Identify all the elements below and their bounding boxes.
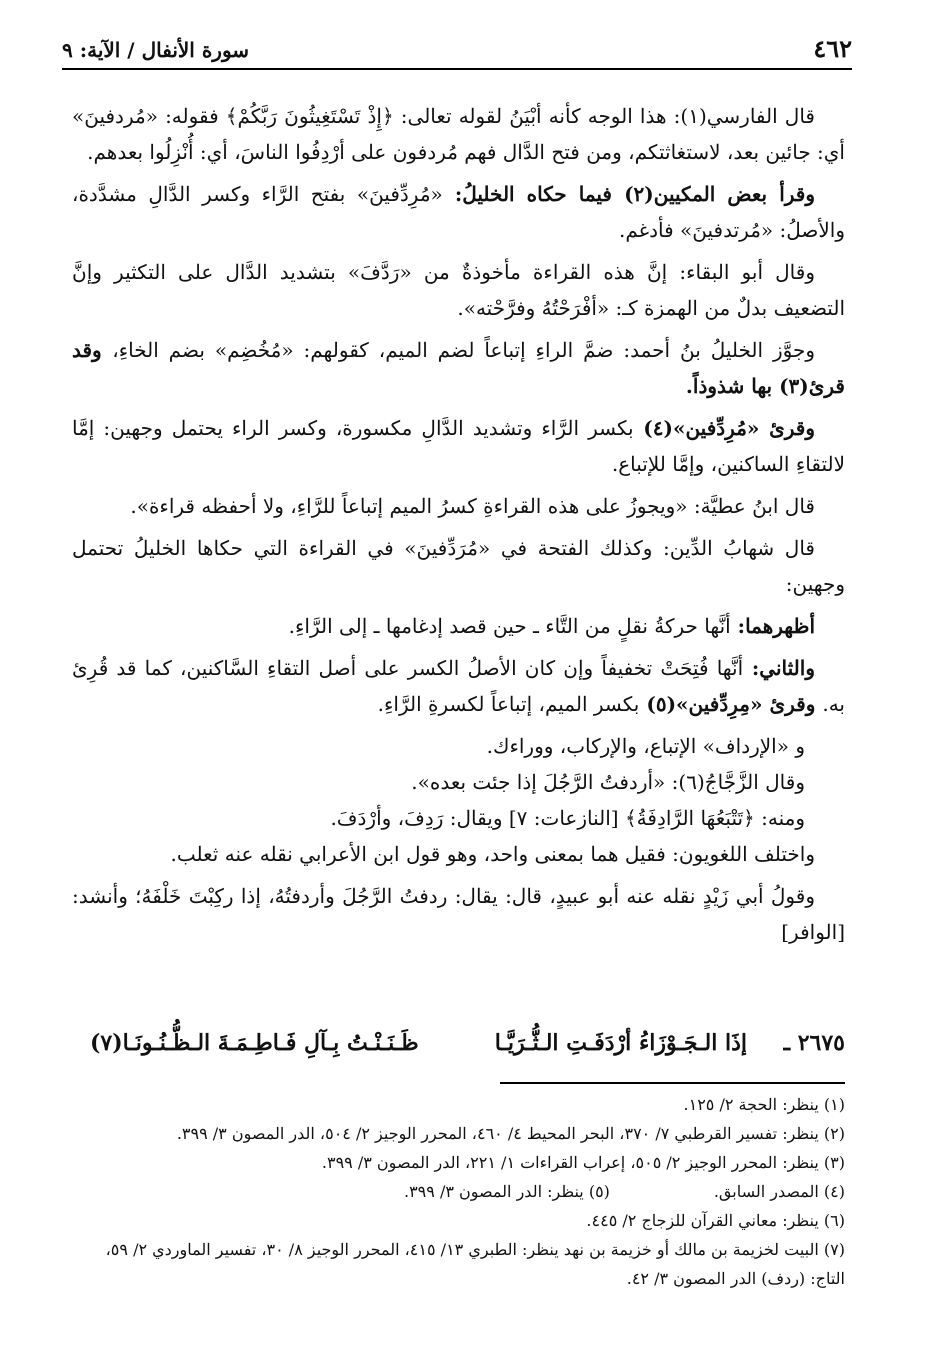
footnote-pair: [72, 1177, 845, 1206]
paragraph-text: أنَّها فُتِحَتْ تخفيفاً وإن كان الأصلُ الكسر على أصل التقاءِ السَّاكنين، كما قد قُرِئ به.: [72, 656, 845, 716]
footnote: (١) ينظر: الحجة ٢/ ١٢٥.: [683, 1095, 845, 1114]
hemistich-second: ظَـنَـنْـتُ بِـآلِ فَـاطِـمَـةَ الـظُّـنُـونَـا(٧): [90, 1030, 419, 1056]
running-title: سورة الأنفال / الآية: ٩: [62, 38, 250, 62]
page-header: [62, 34, 852, 70]
paragraph: وقولُ أبي زَيْدٍ نقله عنه أبو عبيدٍ، قال: يقال: ردفتُ الرَّجُلَ وأردفتُهُ، إذا ركِبْتَ خَلْفَهُ؛ وأنشد: [الوافر]: [72, 884, 845, 944]
short-line: و «الإرداف» الإتباع، والإركاب، ووراءك.: [486, 734, 805, 758]
paragraph: [72, 530, 845, 602]
paragraph: [72, 410, 845, 482]
footnote: (٧) البيت لخزيمة بن مالك أو خزيمة بن نهد ينظر: الطبري ١٣/ ٤١٥، المحرر الوجيز ٨/ ٣٠، تفسير الماوردي ٢/ ٥٩، التاج: (ردف) الدر المصون ٣/ ٤٢.: [105, 1240, 845, 1288]
footnote: (٦) ينظر: معاني القرآن للزجاج ٢/ ٤٤٥.: [586, 1211, 845, 1230]
paragraph-text: وقال أبو البقاء: إنَّ هذه القراءة مأخوذةٌ من «رَدَّفَ» بتشديد الدَّال على التكثير وإنَّ التضعيف بدلٌ من الهمزة كـ: «أفْرَحْتُهُ وفرَّحْته».: [72, 260, 845, 320]
footnote: (٣) ينظر: المحرر الوجيز ٢/ ٥٠٥، إعراب القراءات ١/ ٢٢١، الدر المصون ٣/ ٣٩٩.: [321, 1153, 845, 1172]
bold-lead: وقرأ بعض المكيين(٢) فيما حكاه الخليلُ:: [442, 182, 815, 206]
footnote: (٥) ينظر: الدر المصون ٣/ ٣٩٩.: [403, 1182, 610, 1201]
footnote: (٤) المصدر السابق.: [713, 1182, 845, 1201]
paragraph: [72, 608, 845, 644]
paragraph-text: «مُرِدِّفينَ» بفتح الرَّاء وكسر الدَّالِ مشدَّدة، والأصلُ: «مُرتدفينَ» فأدغم.: [72, 182, 845, 242]
paragraph-text: أنَّها حركةُ نقلٍ من التَّاء ـ حين قصد إدغامها ـ إلى الرَّاءِ.: [288, 614, 731, 638]
bold-lead: والثاني:: [743, 656, 815, 680]
verse-number: ٢٦٧٥ ـ: [783, 1030, 845, 1056]
footnotes: [72, 1090, 845, 1293]
footnote-divider: [500, 1082, 845, 1084]
main-text: [72, 98, 845, 956]
paragraph: [72, 650, 845, 722]
paragraph-text: بكسر الرَّاء وتشديد الدَّالِ مكسورة، وكسر الراء يحتمل وجهين: إمَّا لالتقاءِ الساكنين، وإمَّا للإتباع.: [72, 416, 845, 476]
paragraph-text: قال شهابُ الدِّين: وكذلك الفتحة في «مُرَدِّفينَ» في القراءة التي حكاها الخليلُ تحتمل وجهين:: [72, 536, 845, 596]
paragraph: [72, 254, 845, 326]
paragraph-text: قال ابنُ عطيَّة: «ويجوزُ على هذه القراءةِ كسرُ الميم إتباعاً للرَّاءِ، ولا أحفظه قراءة».: [130, 494, 815, 518]
page-number: ٤٦٢: [813, 34, 852, 63]
bold-lead: وقرئ «مُرِدِّفين»(٤): [633, 416, 815, 440]
hemistich-first: إذَا الـجَـوْزَاءُ أرْدَفَـتِ الـثُّـرَيَّـا: [494, 1030, 747, 1056]
poem-verse: [72, 1026, 845, 1066]
paragraph-text: وجوَّز الخليلُ بنُ أحمد: ضمَّ الراءِ إتباعاً لضم الميم، كقولهم: «مُخُضِم» بضم الخاءِ،: [112, 338, 815, 362]
paragraph: [72, 488, 845, 524]
paragraph: واختلف اللغويون: فقيل هما بمعنى واحد، وهو قول ابن الأعرابي نقله عنه ثعلب.: [170, 842, 815, 866]
footnote: (٢) ينظر: تفسير القرطبي ٧/ ٣٧٠، البحر المحيط ٤/ ٤٦٠، المحرر الوجيز ٢/ ٥٠٤، الدر المصون ٣/ ٣٩٩.: [176, 1124, 845, 1143]
paragraph: [72, 98, 845, 170]
short-line: وقال الزَّجَّاجُ(٦): «أردفتُ الرَّجُلَ إذا جئت بعده».: [411, 770, 805, 794]
short-line: ومنه: ﴿تَتْبَعُهَا الرَّادِفَةُ﴾ [النازعات: ٧] ويقال: رَدِفَ، وأرْدَفَ.: [330, 806, 805, 830]
bold-lead: أظهرهما:: [730, 614, 815, 638]
paragraph: [72, 176, 845, 248]
bold-tail: وقرئ «مِرِدِّفين»(٥): [639, 692, 823, 716]
paragraph-text: قال الفارسي(١): هذا الوجه كأنه أبْيَنُ لقوله تعالى: ﴿إِذْ تَسْتَغِيثُونَ رَبَّكُمْ﴾ فقوله: «مُردفينَ» أي: جائين بعد، لاستغاثتكم، ومن فتح الدَّال فهم مُردفون على أرْدِفُوا الناسَ، أي: أُنْزِلُوا بعدهم.: [72, 104, 845, 164]
bold-tail: وقد قرئ(٣) بها شذوذاً.: [72, 338, 845, 398]
paragraph: [72, 332, 845, 404]
paragraph-text: بكسر الميم، إتباعاً لكسرةِ الرَّاءِ.: [377, 692, 640, 716]
